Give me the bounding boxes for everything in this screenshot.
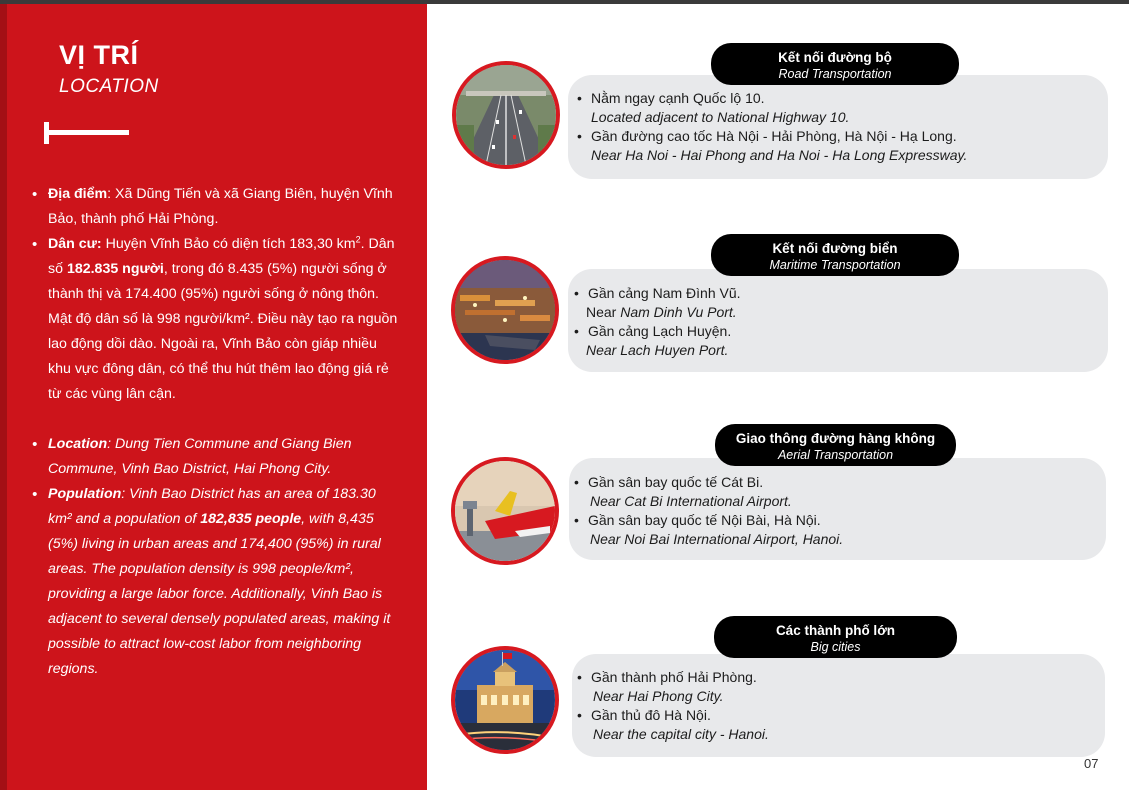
list-item: • Gần đường cao tốc Hà Nội - Hải Phòng, Hà Nội - Hạ Long. Near Ha Noi - Hai Phong and Ha Noi - Ha Long Expressway. [577, 127, 967, 165]
left-panel-edge [0, 4, 7, 790]
list-item: • Gần cảng Nam Đình Vũ. Near Nam Dinh Vu Port. [574, 284, 741, 322]
list-item: • Nằm ngay cạnh Quốc lộ 10. Located adjacent to National Highway 10. [577, 89, 967, 127]
list-item: • Gần sân bay quốc tế Cát Bi. Near Cat Bi International Airport. [574, 473, 843, 511]
road-info-card [568, 75, 1108, 179]
list-item: • Gần thủ đô Hà Nội. Near the capital city - Hanoi. [577, 706, 769, 744]
cities-info-card [572, 654, 1105, 757]
maritime-info-card [568, 269, 1108, 372]
airplane-image-icon [455, 461, 555, 561]
aerial-photo [451, 457, 559, 565]
cities-section-title: Các thành phố lớn Big cities [714, 616, 957, 658]
list-item-dan-cu: • Dân cư: Huyện Vĩnh Bảo có diện tích 183,30 $km^2$. Dân số 182.835 người, trong đó 8.435 (5%) người sống ở thành thị và 174.400 (95%) người sống ở nông thôn. Mật độ dân số là 998 người/km². Điều này tạo ra nguồn lao động dồi dào. Ngoài ra, Vĩnh Bảo còn giáp nhiều khu vực đông dân, có thể thu hút thêm lao động giá rẻ từ các vùng lân cận. [31, 232, 401, 407]
left-red-panel [0, 4, 427, 790]
page-title: VỊ TRÍ [59, 40, 139, 70]
road-section-title: Kết nối đường bộ Road Transportation [711, 43, 959, 85]
maritime-photo [451, 256, 559, 364]
maritime-section-title: Kết nối đường biển Maritime Transportation [711, 234, 959, 276]
cities-photo [451, 646, 559, 754]
page-subtitle: LOCATION [59, 76, 159, 97]
list-item-location: • Location: Dung Tien Commune and Giang Bien Commune, Vinh Bao District, Hai Phong City. [31, 432, 401, 482]
highway-image-icon [456, 65, 556, 165]
page-number: 07 [1084, 756, 1099, 771]
list-item-population: • Population: Vinh Bao District has an area of 183.30 km² and a population of 182,835 people, with 8,435 (5%) living in urban areas and 174,400 (95%) in rural areas. The population density is 998 people/km², providing a large labor force. Additionally, Vinh Bao is adjacent to several densely populated areas, making it possible to attract low-cost labor from neighboring regions. [31, 482, 401, 682]
decorative-bar-horizontal [44, 130, 129, 135]
aerial-info-card [569, 458, 1106, 560]
port-image-icon [455, 260, 555, 360]
road-photo [452, 61, 560, 169]
list-item: • Gần thành phố Hải Phòng. Near Hai Phong City. [577, 668, 769, 706]
city-hall-image-icon [455, 650, 555, 750]
english-info-list [31, 432, 401, 682]
vietnamese-info-list [31, 182, 401, 407]
list-item: • Gần sân bay quốc tế Nội Bài, Hà Nội. Near Noi Bai International Airport, Hanoi. [574, 511, 843, 549]
aerial-section-title: Giao thông đường hàng không Aerial Transportation [715, 424, 956, 466]
list-item-dia-diem: • Địa điểm: Xã Dũng Tiến và xã Giang Biên, huyện Vĩnh Bảo, thành phố Hải Phòng. [31, 182, 401, 232]
list-item: • Gần cảng Lạch Huyện. Near Lach Huyen Port. [574, 322, 741, 360]
